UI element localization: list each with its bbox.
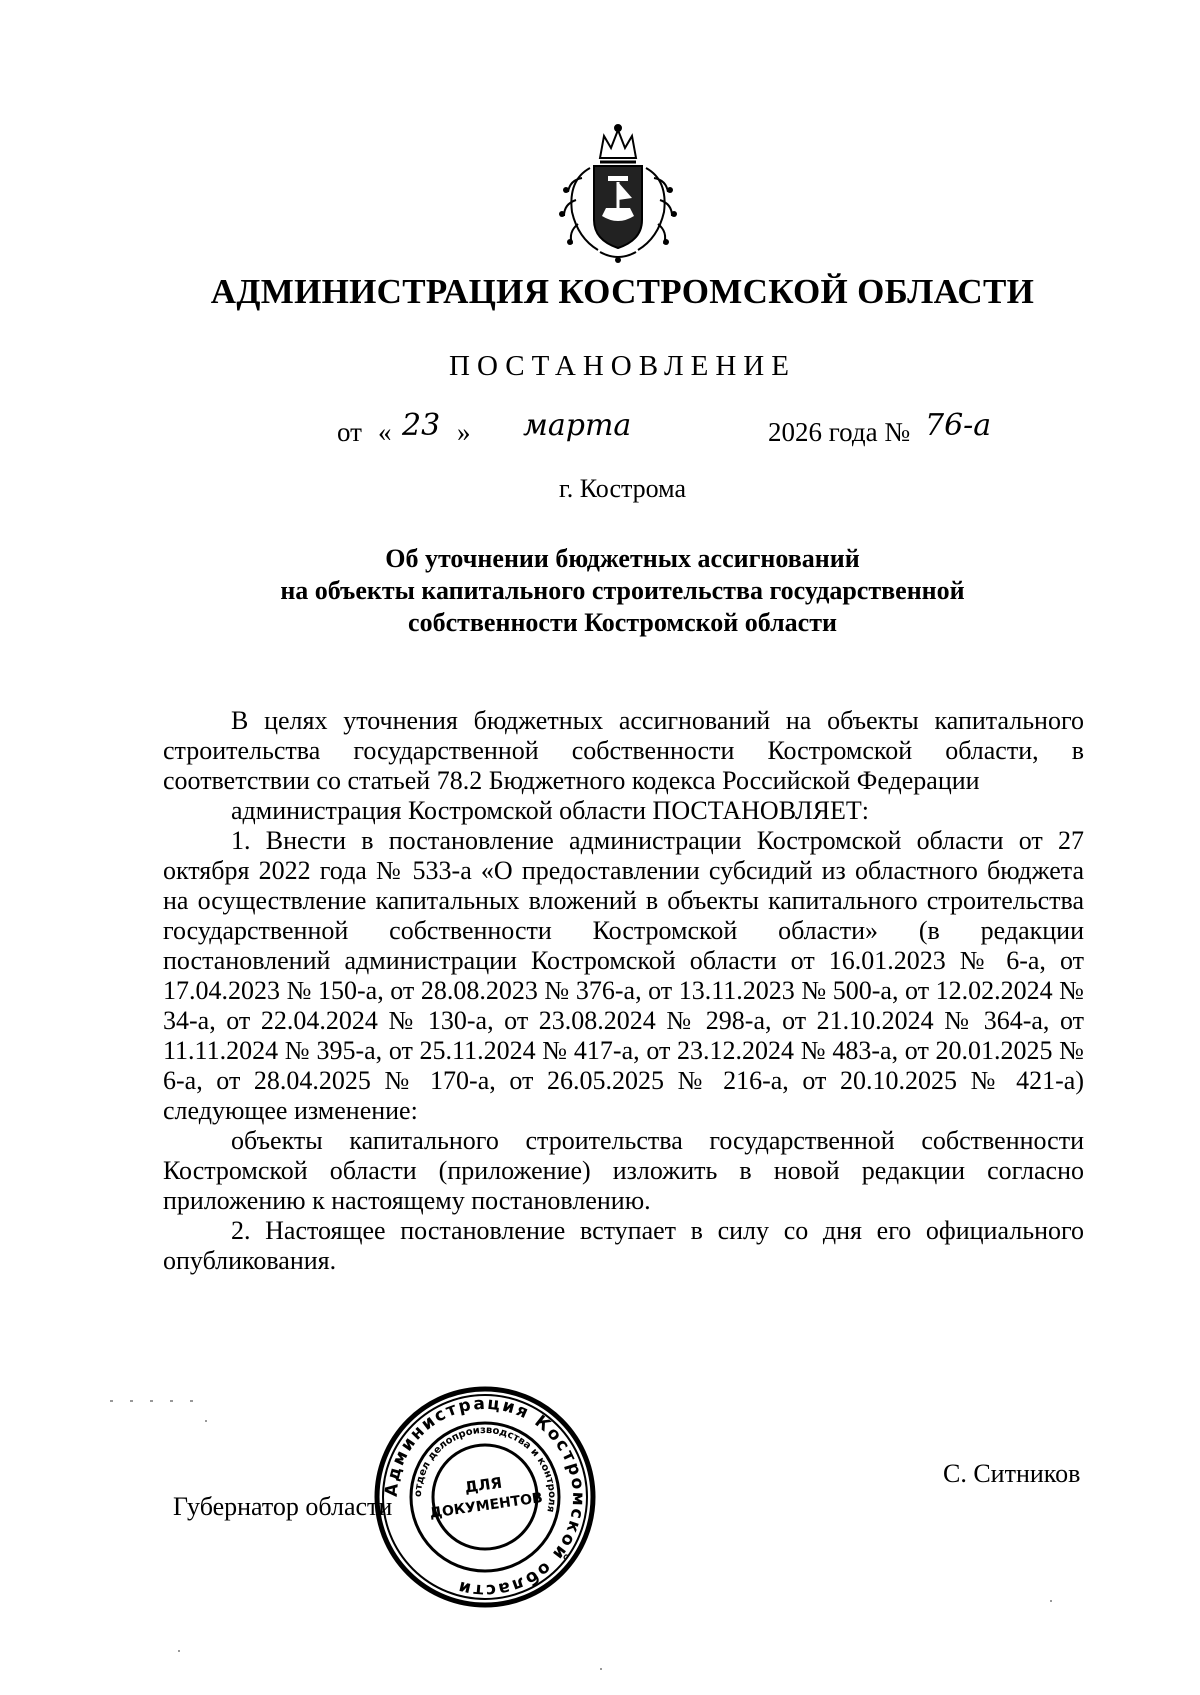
date-year: 2026 года № <box>768 417 911 447</box>
signatory-name: С. Ситников <box>943 1459 1081 1488</box>
date-prefix: от <box>337 417 362 447</box>
date-quote-open: « <box>378 417 392 447</box>
resolves-paragraph: администрация Костромской области ПОСТАНОВЛЯЕТ: <box>231 796 870 825</box>
document-body <box>163 706 1084 1276</box>
seal-center-line-2: ДОКУМЕНТОВ <box>428 1490 544 1522</box>
organization-heading: АДМИНИСТРАЦИЯ КОСТРОМСКОЙ ОБЛАСТИ <box>210 272 1035 311</box>
date-month-handwritten: марта <box>523 408 632 443</box>
date-quote-close: » <box>457 417 471 447</box>
title-line: Об уточнении бюджетных ассигнований <box>385 544 860 573</box>
title-line: на объекты капитального строительства государственной <box>280 576 965 605</box>
item-1-paragraph: 1. Внести в постановление администрации Костромской области от 27 октября 2022 года № 533-а «О предоставлении субсидий из областного бюджета на осуществление капитальных вложений в объекты капитального строительства государственной собственности Костромской области» (в редакции постановлений администрации Костромской области от 16.01.2023 № 6-а, от 17.04.2023 № 150-а, от 28.08.2023 № 376-а, от 13.11.2023 № 500-а, от 12.02.2024 № 34-а, от 22.04.2024 № 130-а, от 23.08.2024 № 298-а, от 21.10.2024 № 364-а, от 11.11.2024 № 395-а, от 25.11.2024 № 417-а, от 23.12.2024 № 483-а, от 20.01.2025 № 6-а, от 28.04.2025 № 170-а, от 26.05.2025 № 216-а, от 20.10.2025 № 421-а) следующее изменение: <box>163 826 1084 1125</box>
item-1-change-paragraph: объекты капитального строительства государственной собственности Костромской области (приложение) изложить в новой редакции согласно приложению к настоящему постановлению. <box>163 1126 1084 1215</box>
document-type: ПОСТАНОВЛЕНИЕ <box>449 350 796 382</box>
signatory-position: Губернатор области <box>173 1492 393 1521</box>
official-seal-icon <box>372 1384 598 1610</box>
title-line: собственности Костромской области <box>408 608 837 637</box>
city: г. Кострома <box>559 474 686 503</box>
document-title <box>160 543 1085 639</box>
preamble-paragraph: В целях уточнения бюджетных ассигнований на объекты капитального строительства государственной собственности Костромской области, в соответствии со статьей 78.2 Бюджетного кодекса Российской Федерации <box>163 706 1084 795</box>
seal-ring-text: Администрация Костромской области <box>381 1393 589 1601</box>
seal-inner-text: отдел делопроизводства и контроля <box>412 1424 558 1514</box>
seal-center-line-1: ДЛЯ <box>463 1473 504 1497</box>
item-2-paragraph: 2. Настоящее постановление вступает в силу со дня его официального опубликования. <box>163 1216 1084 1275</box>
document-number-handwritten: 76-а <box>925 408 992 443</box>
date-day-handwritten: 23 <box>402 408 441 443</box>
coat-of-arms-icon <box>538 120 698 270</box>
